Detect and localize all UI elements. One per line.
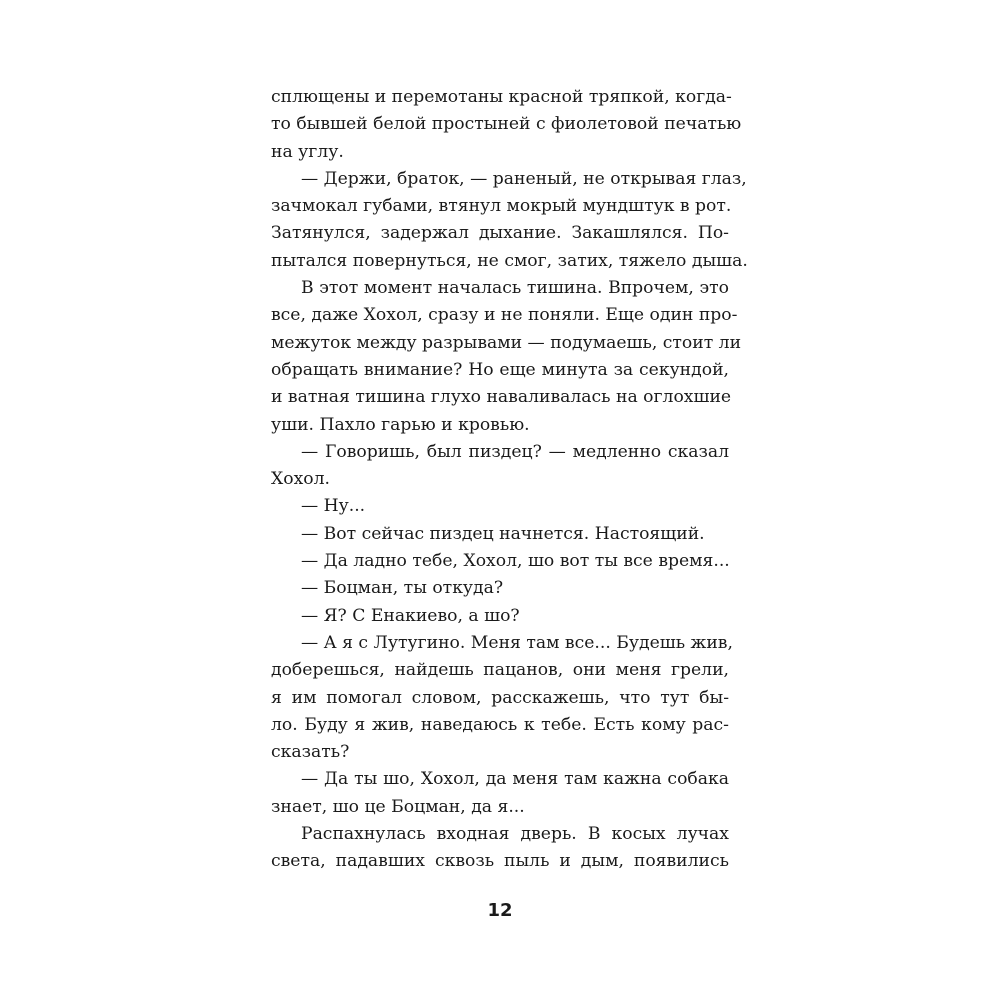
- text-line: — Говоришь, был пиздец? — медленно сказал: [301, 441, 729, 462]
- text-line: света, падавших сквозь пыль и дым, появились: [271, 851, 729, 872]
- text-line: на углу.: [271, 141, 344, 162]
- text-line: — Ну...: [301, 496, 366, 517]
- text-line: — Держи, браток, — раненый, не открывая глаз,: [301, 168, 747, 189]
- text-line: Затянулся, задержал дыхание. Закашлялся. По-: [271, 223, 729, 244]
- page-number: 12: [487, 900, 513, 921]
- text-line: уши. Пахло гарью и кровью.: [271, 414, 530, 435]
- text-line: и ватная тишина глухо наваливалась на оглохшие: [271, 387, 732, 408]
- body-text: [271, 84, 748, 876]
- text-line: все, даже Хохол, сразу и не поняли. Еще один про-: [271, 305, 738, 326]
- text-line: сказать?: [271, 742, 350, 763]
- text-line: пытался повернуться, не смог, затих, тяжело дыша.: [271, 250, 748, 271]
- text-line: В этот момент началась тишина. Впрочем, это: [301, 278, 729, 299]
- text-line: обращать внимание? Но еще минута за секундой,: [271, 359, 729, 380]
- text-line: то бывшей белой простыней с фиолетовой печатью: [271, 114, 742, 135]
- text-line: межуток между разрывами — подумаешь, стоит ли: [271, 332, 742, 353]
- text-line: Распахнулась входная дверь. В косых лучах: [301, 824, 729, 845]
- text-line: Хохол.: [271, 469, 331, 490]
- text-line: я им помогал словом, расскажешь, что тут бы-: [271, 687, 729, 708]
- text-line: — Боцман, ты откуда?: [301, 578, 504, 599]
- text-line: знает, шо це Боцман, да я...: [271, 796, 525, 817]
- text-line: — Да ладно тебе, Хохол, шо вот ты все время...: [301, 551, 730, 572]
- text-line: — Да ты шо, Хохол, да меня там кажна собака: [301, 769, 729, 790]
- text-line: — А я с Лутугино. Меня там все... Будешь жив,: [301, 632, 733, 653]
- text-line: — Я? С Енакиево, а шо?: [301, 605, 520, 626]
- text-line: ло. Буду я жив, наведаюсь к тебе. Есть кому рас-: [271, 714, 729, 735]
- text-line: зачмокал губами, втянул мокрый мундштук в рот.: [271, 196, 732, 217]
- text-line: — Вот сейчас пиздец начнется. Настоящий.: [301, 523, 705, 544]
- text-line: сплющены и перемотаны красной тряпкой, когда-: [271, 87, 732, 107]
- text-line: доберешься, найдешь пацанов, они меня грели,: [271, 660, 729, 681]
